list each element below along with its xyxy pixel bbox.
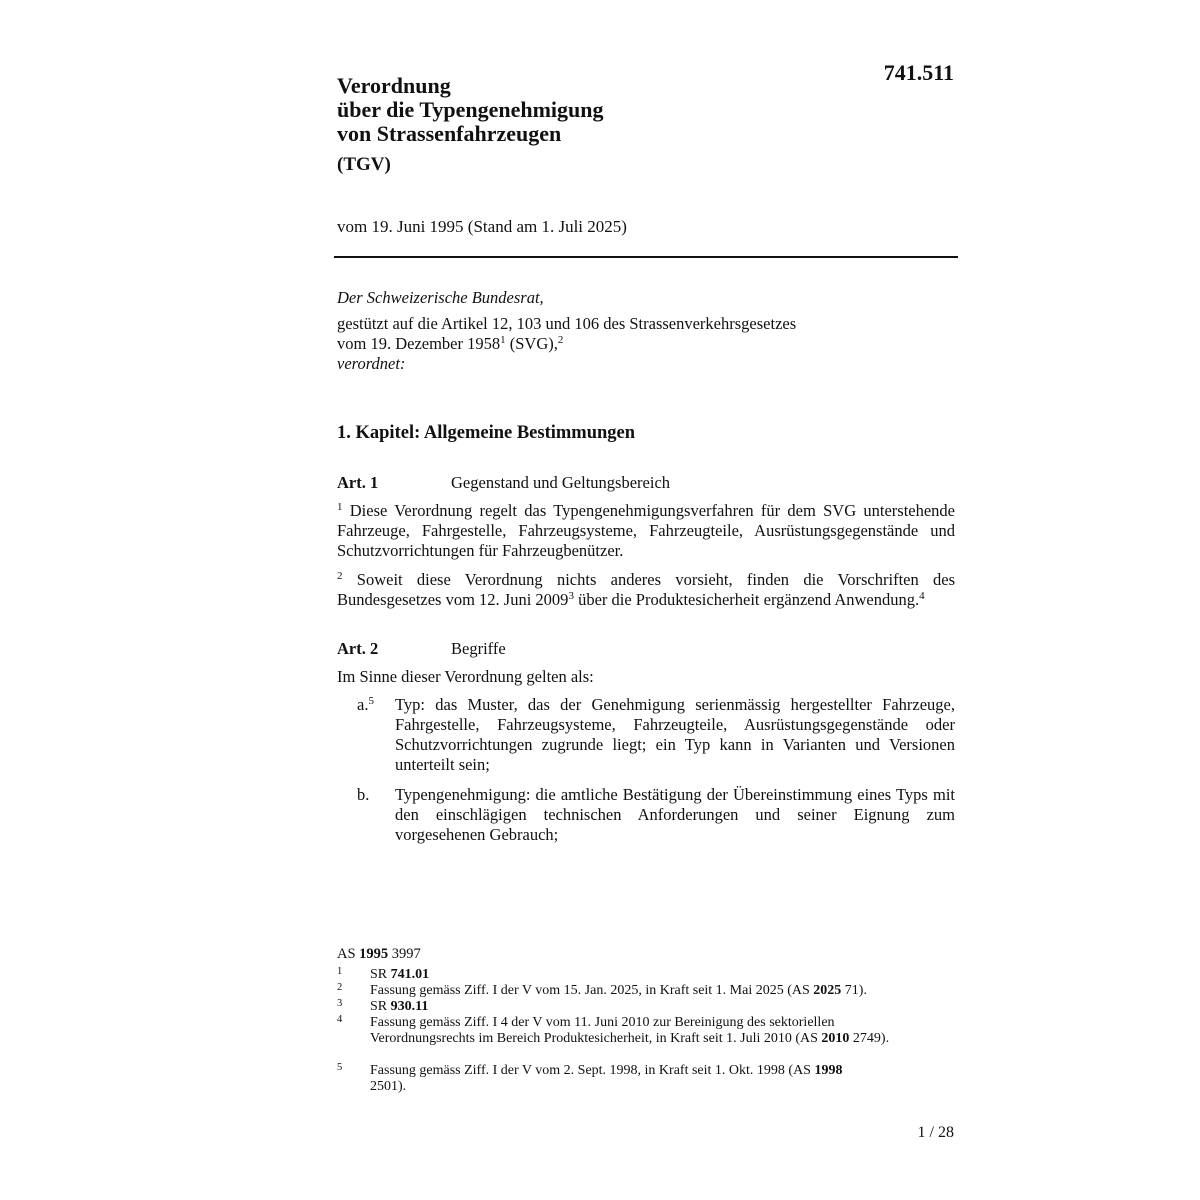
footnote-number: 1: [337, 966, 343, 977]
official-collection-ref: AS 1995 3997: [337, 946, 421, 962]
article-intro: Im Sinne dieser Verordnung gelten als:: [337, 667, 594, 686]
footnote: 2 Fassung gemäss Ziff. I der V vom 15. Jan. 2025, in Kraft seit 1. Mai 2025 (AS 2025 71).: [337, 982, 867, 998]
chapter-title: 1. Kapitel: Allgemeine Bestimmungen: [337, 423, 636, 443]
footnote-number: 2: [337, 982, 343, 993]
article-number: Art. 2: [337, 639, 379, 658]
article-title: Gegenstand und Geltungsbereich: [451, 473, 671, 492]
footnote: 4 Fassung gemäss Ziff. I 4 der V vom 11. Juni 2010 zur Bereinigung des sektoriellen Verordnungsrechts im Bereich Produktesicherheit, in Kraft seit 1. Juli 2010 (AS 2010 2749).: [337, 1014, 890, 1046]
article-paragraph: $^1$ Diese Verordnung regelt das Typengenehmigungsverfahren für dem SVG unterstehende Fahrzeuge, Fahrgestelle, Fahrzeugsysteme, Fahrzeugteile, Ausrüstungsgegenstände und Schutzvorrichtungen für Fahrzeugbenützer.: [337, 501, 955, 560]
title-line: Verordnung: [337, 73, 451, 98]
footnote-ref[interactable]: 4: [919, 590, 925, 602]
footnote-ref[interactable]: 2: [557, 334, 564, 346]
preamble-authority: Der Schweizerische Bundesrat,: [337, 288, 544, 307]
footnote-ref[interactable]: 5: [368, 695, 374, 707]
footnote: 1 SR 741.01: [337, 966, 430, 982]
sr-number: 741.511: [883, 60, 954, 85]
article-number: Art. 1: [337, 473, 379, 492]
list-item: a.$^5$ Typ: das Muster, das der Genehmigung serienmässig hergestellter Fahrzeuge, Fahrgestelle, Fahrzeugsysteme, Fahrzeugteile, Ausrüstungsgegenstände oder Schutzvorrichtungen zugrunde liegt; ein Typ kann in Varianten und Versionen unterteilt sein;: [357, 695, 955, 774]
title-line: über die Typengenehmigung: [337, 97, 604, 122]
footnote-ref[interactable]: 3: [568, 590, 574, 602]
title-line: von Strassenfahrzeugen: [337, 121, 562, 146]
preamble: [337, 288, 957, 374]
footnote: 3 SR 930.11: [337, 998, 429, 1014]
preamble-decree: verordnet:: [337, 354, 406, 373]
footnote-number: 4: [337, 1014, 343, 1025]
preamble-basis: gestützt auf die Artikel 12, 103 und 106 des Strassenverkehrsgesetzes vom 19. Dezember 1958$^1$ (SVG),$^2$: [337, 314, 797, 353]
article-title: Begriffe: [451, 639, 506, 658]
date-line: vom 19. Juni 1995 (Stand am 1. Juli 2025): [337, 217, 627, 236]
title-abbreviation: (TGV): [337, 154, 391, 175]
footnote-number: 3: [337, 998, 343, 1009]
footnote-ref[interactable]: 1: [500, 334, 506, 346]
header-divider: [334, 256, 958, 258]
list-item: b. Typengenehmigung: die amtliche Bestätigung der Übereinstimmung eines Typs mit den einschlägigen technischen Anforderungen und seiner Eignung zum vorgesehenen Gebrauch;: [357, 785, 955, 844]
footnote-number: 5: [337, 1062, 343, 1073]
page-number: 1 / 28: [917, 1124, 954, 1141]
article-paragraph: $^2$ Soweit diese Verordnung nichts anderes vorsieht, finden die Vorschriften des Bundesgesetzes vom 12. Juni 2009$^3$ über die Produktesicherheit ergänzend Anwendung.$^4$: [337, 570, 955, 609]
article-heading: [337, 473, 670, 493]
article-heading: [337, 639, 506, 659]
document-title: [337, 74, 604, 146]
footnote: 5 Fassung gemäss Ziff. I der V vom 2. Sept. 1998, in Kraft seit 1. Okt. 1998 (AS 1998 2501).: [337, 1062, 843, 1094]
